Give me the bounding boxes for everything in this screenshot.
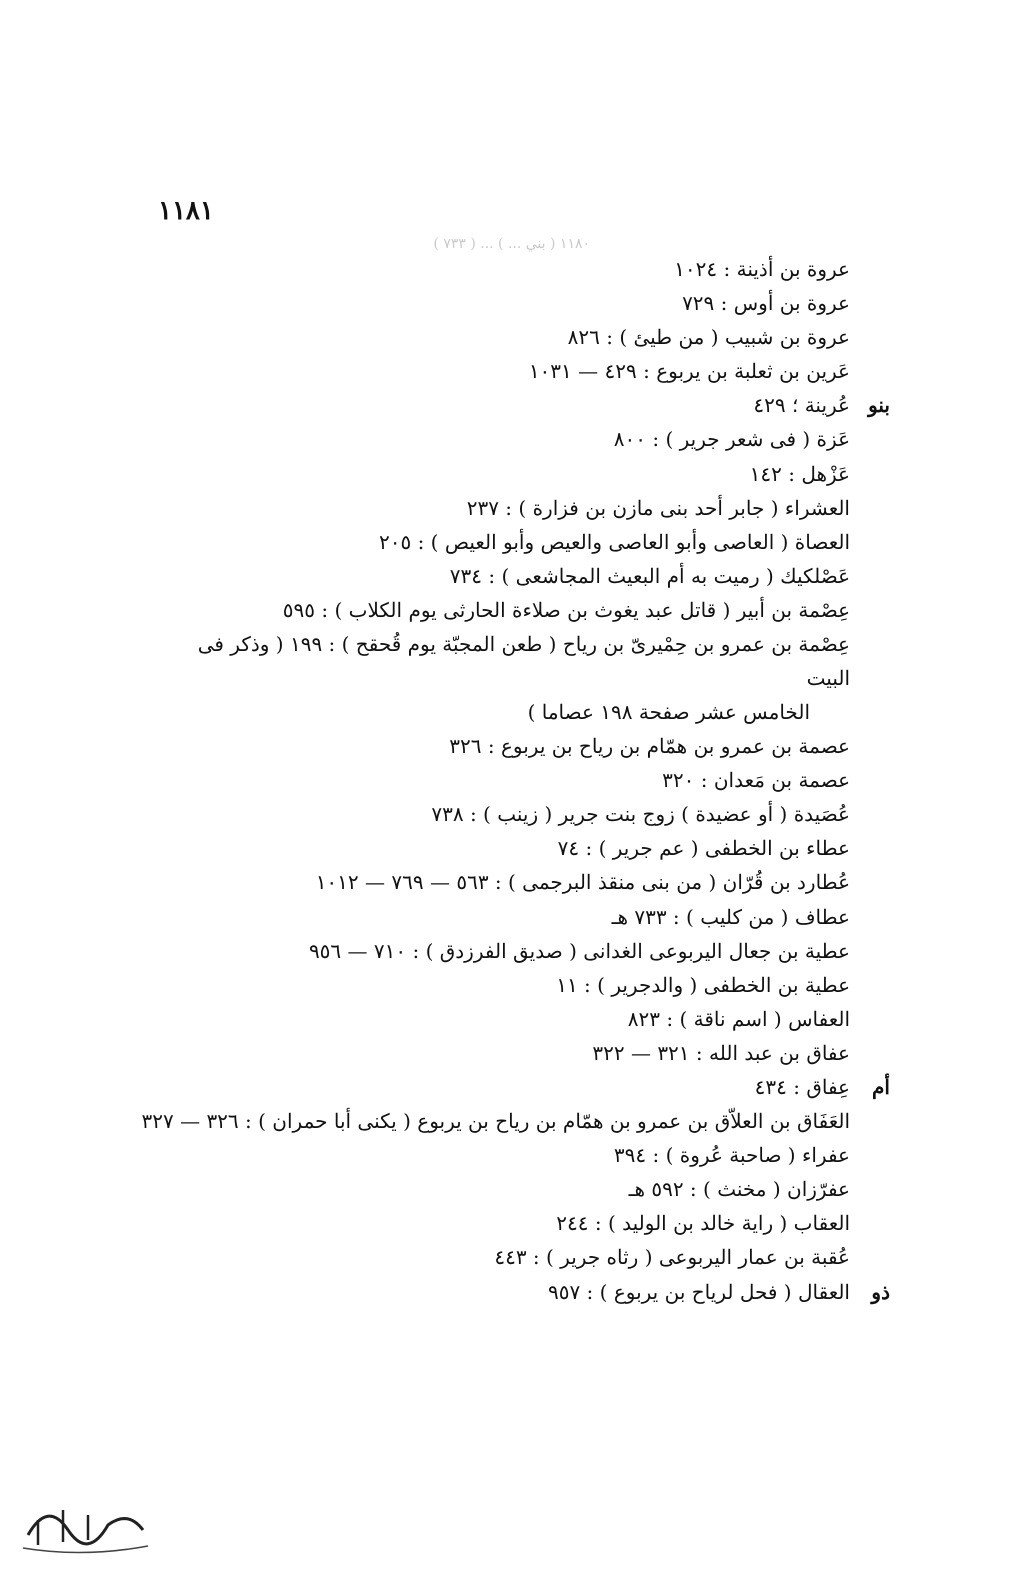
entry-text: عطية بن الخطفى ( والدجرير ) : ١١ (556, 972, 850, 997)
index-entry (150, 354, 850, 388)
entry-text: عفرّزان ( مخنث ) : ٥٩٢ هـ (628, 1177, 850, 1202)
index-entry (150, 457, 850, 491)
entry-text: عطية بن جعال اليربوعى الغدانى ( صديق الفرزدق ) : ٧١٠ — ٩٥٦ (308, 938, 850, 963)
index-entry (150, 593, 850, 627)
entry-text: العقاب ( راية خالد بن الوليد ) : ٢٤٤ (556, 1211, 850, 1236)
entry-text: العشراء ( جابر أحد بنى مازن بن فزارة ) : ٢٣٧ (466, 495, 850, 520)
index-entry (150, 388, 890, 422)
index-entry (150, 1002, 850, 1036)
entry-text: عفاق بن عبد الله : ٣٢١ — ٣٢٢ (592, 1040, 850, 1065)
entry-text: عِصْمة بن أبير ( قاتل عبد يغوث بن صلاءة الحارثى يوم الكلاب ) : ٥٩٥ (282, 597, 850, 622)
entry-text: عَصْلكيك ( رميت به أم البعيث المجاشعى ) : ٧٣٤ (449, 563, 850, 588)
index-entry (150, 491, 850, 525)
index-entry (150, 934, 850, 968)
entry-text: عفراء ( صاحبة عُروة ) : ٣٩٤ (613, 1143, 850, 1168)
index-entry (150, 559, 850, 593)
entry-text: عطاء بن الخطفى ( عم جرير ) : ٧٤ (557, 836, 850, 861)
index-entry (150, 286, 850, 320)
index-entry (150, 1206, 850, 1240)
entry-text: عروة بن شبيب ( من طيئ ) : ٨٢٦ (567, 325, 850, 350)
index-entry (150, 1172, 850, 1206)
index-entry (150, 763, 850, 797)
entry-text: عصمة بن عمرو بن همّام بن رياح بن يربوع : ٣٢٦ (449, 734, 850, 759)
index-entry (150, 865, 850, 899)
index-entry (150, 1036, 850, 1070)
index-entry (150, 831, 850, 865)
entry-text: العَفَاق بن العلاّق بن عمرو بن همّام بن رياح بن يربوع ( يكنى أبا حمران ) : ٣٢٦ — ٣٢٧ (141, 1109, 850, 1134)
index-entry (150, 1275, 890, 1309)
entry-text: عِصْمة بن عمرو بن حِمْيرىّ بن رياح ( طعن المجبّة يوم قُحقح ) : ١٩٩ ( وذكر فى البيت (197, 632, 850, 691)
index-entry (150, 968, 850, 1002)
entry-prefix: أم (872, 1074, 890, 1099)
index-entry (150, 797, 850, 831)
entry-text: عطاف ( من كليب ) : ٧٣٣ هـ (611, 904, 850, 929)
entry-prefix: ذو (871, 1279, 890, 1304)
index-entry (141, 1104, 850, 1138)
entry-continuation: الخامس عشر صفحة ١٩٨ عصاما ) (527, 700, 810, 725)
entry-text: عَزة ( فى شعر جرير ) : ٨٠٠ (613, 427, 850, 452)
bleed-through-text: ١١٨٠ ( بني ... ) ... ( ٧٣٣ ) (433, 236, 590, 252)
entry-text: عُصَيدة ( أو عضيدة ) زوج بنت جرير ( زينب ) : ٧٣٨ (431, 802, 850, 827)
index-entry (150, 422, 850, 456)
index-entry (150, 525, 850, 559)
page-number: ١١٨١ (158, 196, 214, 226)
entry-text: عُقبة بن عمار اليربوعى ( رثاه جرير ) : ٤٤٣ (494, 1245, 850, 1270)
entry-text: العصاة ( العاصى وأبو العاصى والعيص وأبو العيص ) : ٢٠٥ (378, 529, 850, 554)
index-entry (150, 1240, 850, 1274)
entry-text: عروة بن أوس : ٧٢٩ (682, 291, 850, 316)
entry-text: العقال ( فحل لرياح بن يربوع ) : ٩٥٧ (547, 1279, 850, 1304)
entry-prefix: بنو (868, 393, 890, 418)
entry-text: عُطارد بن قُرّان ( من بنى منقذ البرجمى ) : ٥٦٣ — ٧٦٩ — ١٠١٢ (315, 870, 850, 895)
index-entry (150, 900, 850, 934)
entry-text: عروة بن أذينة : ١٠٢٤ (674, 257, 850, 281)
entry-text: العفاس ( اسم ناقة ) : ٨٢٣ (627, 1006, 850, 1031)
index-entry (150, 627, 850, 729)
entry-text: عصمة بن مَعدان : ٣٢٠ (662, 768, 850, 793)
entry-text: عُرينة ؛ ٤٢٩ (753, 393, 850, 418)
index-entries (141, 252, 890, 1309)
entry-text: عَرين بن ثعلبة بن يربوع : ٤٢٩ — ١٠٣١ (528, 359, 850, 384)
index-entry (150, 729, 850, 763)
index-entry (150, 1138, 850, 1172)
entry-text: عِفاق : ٤٣٤ (754, 1074, 850, 1099)
entry-text: عَزْهل : ١٤٢ (749, 461, 850, 486)
index-entry (150, 320, 850, 354)
index-entry (150, 252, 850, 286)
index-entry (150, 1070, 890, 1104)
